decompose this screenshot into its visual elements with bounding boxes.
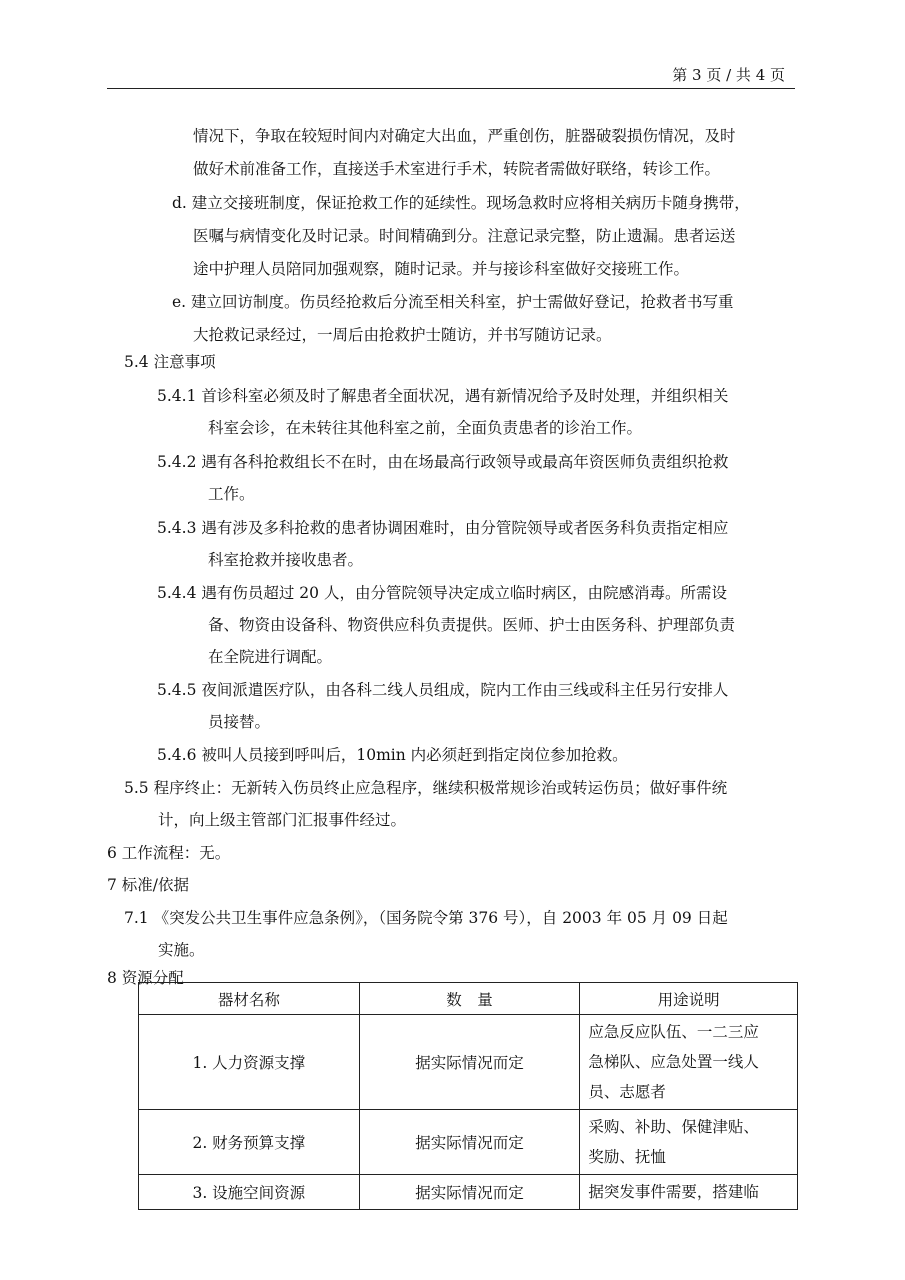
page-header <box>107 58 795 89</box>
body-line: 大抢救记录经过，一周后由抢救护士随访，并书写随访记录。 <box>193 326 612 344</box>
body-line: 途中护理人员陪同加强观察，随时记录。并与接诊科室做好交接班工作。 <box>193 260 690 278</box>
cell-usage <box>580 1015 798 1110</box>
item-d: d. 建立交接班制度，保证抢救工作的延续性。现场急救时应将相关病历卡随身携带， <box>172 194 750 212</box>
cell-item-name: 3. 设施空间资源 <box>139 1175 360 1210</box>
item-e: e. 建立回访制度。伤员经抢救后分流至相关科室，护士需做好登记，抢救者书写重 <box>172 293 734 311</box>
header-usage: 用途说明 <box>580 983 798 1015</box>
cell-usage <box>580 1175 798 1210</box>
item-5-4-1: 5.4.1 首诊科室必须及时了解患者全面状况，遇有新情况给予及时处理，并组织相关 <box>157 387 729 405</box>
cell-usage-line: 应急反应队伍、一二三应 <box>588 1023 759 1041</box>
body-line: 备、物资由设备科、物资供应科负责提供。医师、护士由医务科、护理部负责 <box>208 616 736 634</box>
cell-usage-line: 急梯队、应急处置一线人 <box>588 1053 759 1071</box>
resource-table <box>138 982 798 1210</box>
cell-usage-line: 采购、补助、保健津贴、 <box>588 1118 759 1136</box>
body-line: 情况下，争取在较短时间内对确定大出血，严重创伤，脏器破裂损伤情况，及时 <box>193 127 736 145</box>
section-6: 6 工作流程：无。 <box>107 844 231 862</box>
body-line: 在全院进行调配。 <box>208 648 333 666</box>
body-line: 工作。 <box>208 485 255 503</box>
body-line: 实施。 <box>158 941 205 959</box>
body-line: 员接替。 <box>208 713 271 731</box>
cell-usage-line: 奖励、抚恤 <box>588 1148 666 1166</box>
page-number: 第 3 页 / 共 4 页 <box>672 66 785 84</box>
item-5-4-6: 5.4.6 被叫人员接到呼叫后，10min 内必须赶到指定岗位参加抢救。 <box>157 746 628 764</box>
body-line: 做好术前准备工作，直接送手术室进行手术，转院者需做好联络，转诊工作。 <box>193 160 721 178</box>
table-row <box>139 1015 798 1110</box>
item-5-4-5: 5.4.5 夜间派遣医疗队，由各科二线人员组成，院内工作由三线或科主任另行安排人 <box>157 681 729 699</box>
header-item-name: 器材名称 <box>139 983 360 1015</box>
section-5-5: 5.5 程序终止：无新转入伤员终止应急程序，继续积极常规诊治或转运伤员；做好事件统 <box>124 779 728 797</box>
body-line: 科室抢救并接收患者。 <box>208 551 364 569</box>
item-7-1: 7.1 《突发公共卫生事件应急条例》，（国务院令第 376 号），自 2003 年 05 月 09 日起 <box>124 909 728 927</box>
body-line: 计，向上级主管部门汇报事件经过。 <box>158 811 407 829</box>
item-5-4-2: 5.4.2 遇有各科抢救组长不在时，由在场最高行政领导或最高年资医师负责组织抢救 <box>157 453 729 471</box>
cell-usage-line: 据突发事件需要，搭建临 <box>588 1183 759 1201</box>
cell-item-name: 1. 人力资源支撑 <box>139 1015 360 1110</box>
item-5-4-4: 5.4.4 遇有伤员超过 20 人，由分管院领导决定成立临时病区，由院感消毒。所需设 <box>157 584 727 602</box>
table-row <box>139 1175 798 1210</box>
body-line: 科室会诊，在未转往其他科室之前，全面负责患者的诊治工作。 <box>208 419 643 437</box>
cell-quantity: 据实际情况而定 <box>359 1110 580 1175</box>
cell-usage-line: 员、志愿者 <box>588 1083 666 1101</box>
table-row <box>139 1110 798 1175</box>
header-quantity: 数 量 <box>359 983 580 1015</box>
section-7: 7 标准/依据 <box>107 876 190 894</box>
section-8: 8 资源分配 <box>107 969 184 987</box>
cell-item-name: 2. 财务预算支撑 <box>139 1110 360 1175</box>
cell-quantity: 据实际情况而定 <box>359 1015 580 1110</box>
cell-quantity: 据实际情况而定 <box>359 1175 580 1210</box>
section-5-4-heading: 5.4 注意事项 <box>124 353 216 371</box>
cell-usage <box>580 1110 798 1175</box>
table-header-row <box>139 983 798 1015</box>
item-5-4-3: 5.4.3 遇有涉及多科抢救的患者协调困难时，由分管院领导或者医务科负责指定相应 <box>157 519 729 537</box>
body-line: 医嘱与病情变化及时记录。时间精确到分。注意记录完整，防止遗漏。患者运送 <box>193 227 736 245</box>
